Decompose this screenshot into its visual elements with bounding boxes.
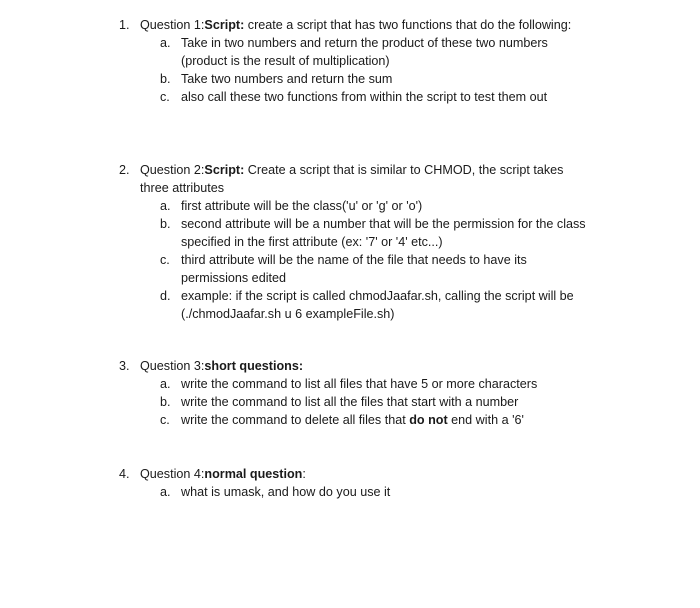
question-number: 4. (119, 467, 130, 481)
item-text: what is umask, and how do you use it (181, 485, 391, 499)
question-2-heading (119, 161, 639, 179)
item-text: (product is the result of multiplication) (181, 54, 390, 68)
item-letter: a. (160, 36, 171, 50)
item-text: write the command to list all files that have 5 or more characters (181, 377, 538, 391)
item-letter: d. (160, 289, 171, 303)
question-3-heading (119, 357, 639, 375)
item-text: (./chmodJaafar.sh u 6 exampleFile.sh) (181, 307, 395, 321)
item-letter: a. (160, 199, 171, 213)
sub-item-list (119, 483, 639, 501)
question-text: : (302, 467, 306, 481)
question-label: Question 2: (140, 163, 205, 177)
question-type: short questions: (204, 359, 304, 373)
question-4 (119, 465, 639, 501)
item-text: Take in two numbers and return the product of these two numbers (181, 36, 548, 50)
list-item (119, 375, 639, 393)
item-text: first attribute will be the class('u' or 'g' or 'o') (181, 199, 423, 213)
list-item (119, 34, 639, 70)
question-2 (119, 161, 639, 323)
question-text: create a script that has two functions that do the following: (244, 18, 572, 32)
question-4-heading (119, 465, 639, 483)
question-label: Question 3: (140, 359, 205, 373)
question-label: Question 4: (140, 467, 205, 481)
item-text: Take two numbers and return the sum (181, 72, 393, 86)
item-letter: c. (160, 90, 170, 104)
question-number: 3. (119, 359, 130, 373)
question-number: 2. (119, 163, 130, 177)
item-letter: a. (160, 485, 171, 499)
list-item (119, 393, 639, 411)
item-text (181, 411, 639, 429)
item-text: third attribute will be the name of the file that needs to have its (181, 253, 527, 267)
item-text: permissions edited (181, 271, 286, 285)
question-text: three attributes (140, 181, 225, 195)
list-item (119, 251, 639, 287)
item-text: also call these two functions from within the script to test them out (181, 90, 548, 104)
sub-item-list (119, 375, 639, 429)
list-item (119, 287, 639, 323)
question-1-heading (119, 16, 639, 34)
question-type: Script: (204, 18, 245, 32)
question-number: 1. (119, 18, 130, 32)
item-letter: c. (160, 413, 170, 427)
item-letter: b. (160, 217, 171, 231)
question-type: normal question (204, 467, 303, 481)
item-text: second attribute will be a number that will be the permission for the class (181, 217, 586, 231)
question-3 (119, 357, 639, 429)
list-item (119, 88, 639, 106)
item-letter: c. (160, 253, 170, 267)
question-text: Create a script that is similar to CHMOD, the script takes (244, 163, 564, 177)
sub-item-list (119, 197, 639, 323)
list-item (119, 70, 639, 88)
list-item (119, 411, 639, 429)
item-letter: b. (160, 72, 171, 86)
question-1 (119, 16, 639, 106)
item-text-part: write the command to delete all files that (181, 413, 410, 427)
item-text: specified in the first attribute (ex: '7' or '4' etc...) (181, 235, 443, 249)
item-letter: b. (160, 395, 171, 409)
item-text: write the command to list all the files that start with a number (181, 395, 519, 409)
list-item (119, 197, 639, 215)
item-letter: a. (160, 377, 171, 391)
item-text-part: end with a '6' (447, 413, 524, 427)
question-label: Question 1: (140, 18, 205, 32)
question-type: Script: (204, 163, 245, 177)
sub-item-list (119, 34, 639, 106)
item-text: example: if the script is called chmodJaafar.sh, calling the script will be (181, 289, 574, 303)
list-item (119, 483, 639, 501)
emphasis-text: do not (409, 413, 448, 427)
list-item (119, 215, 639, 251)
